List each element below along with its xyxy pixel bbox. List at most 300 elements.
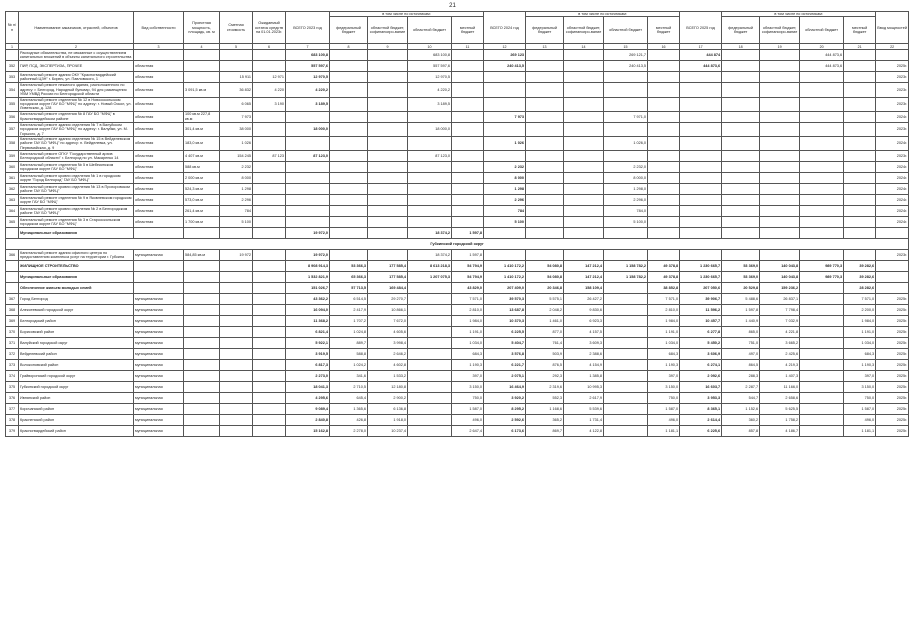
amount-cell: 3 665,2 — [760, 338, 800, 349]
amount-cell — [604, 294, 648, 305]
amount-cell — [800, 228, 844, 239]
amount-cell: 169 484,4 — [368, 283, 408, 294]
amount-cell — [368, 83, 408, 97]
amount-cell: 4 219,3 — [760, 360, 800, 371]
amount-cell — [648, 217, 680, 228]
amount-cell — [722, 162, 760, 173]
commissioning-year: 2024г. — [876, 195, 909, 206]
page-number: 21 — [449, 3, 456, 9]
amount-cell — [253, 250, 286, 261]
amount-cell: 1 597,8 — [452, 250, 484, 261]
amount-cell: 444 873,6 — [800, 50, 844, 61]
amount-cell — [452, 162, 484, 173]
amount-cell — [680, 97, 722, 111]
amount-cell — [564, 122, 604, 136]
row-number: 373 — [6, 360, 19, 371]
amount-cell — [800, 360, 844, 371]
amount-cell — [800, 415, 844, 426]
amount-cell — [604, 371, 648, 382]
capacity — [184, 50, 220, 61]
amount-cell: 6 821,4 — [286, 327, 330, 338]
row-number: 365 — [6, 217, 19, 228]
column-number: 12 — [484, 44, 526, 50]
amount-cell: 1 758,2 — [760, 415, 800, 426]
ownership-type — [134, 272, 184, 283]
amount-cell — [484, 250, 526, 261]
amount-cell: 19 972,0 — [286, 228, 330, 239]
amount-cell: 1 731,4 — [564, 415, 604, 426]
amount-cell: 49 378,8 — [648, 272, 680, 283]
amount-cell — [526, 111, 564, 122]
amount-cell: 1 532 821,9 — [286, 272, 330, 283]
col-header-21: местный бюджет — [844, 17, 876, 44]
amount-cell — [604, 97, 648, 111]
amount-cell: 269 123 — [484, 50, 526, 61]
amount-cell — [800, 83, 844, 97]
amount-cell: 1 230 665,7 — [680, 261, 722, 272]
amount-cell — [368, 137, 408, 151]
table-row — [6, 404, 909, 415]
amount-cell: 426,8 — [330, 415, 368, 426]
object-name: Капитальный ремонт здания отделения № 7 в Валуйском городском округе ГАУ БО "МФЦ" по адресу: г. Валуйки, ул. М. Горького, д. 7 — [19, 122, 134, 136]
amount-cell: 29 270,7 — [368, 294, 408, 305]
amount-cell: 645,4 — [330, 393, 368, 404]
amount-cell: 16 094,0 — [286, 305, 330, 316]
amount-cell — [604, 316, 648, 327]
amount-cell — [253, 360, 286, 371]
amount-cell — [330, 151, 368, 162]
ownership-type: муниципальная — [134, 305, 184, 316]
amount-cell — [648, 50, 680, 61]
amount-cell — [564, 61, 604, 72]
amount-cell — [452, 206, 484, 217]
commissioning-year: 2023г. — [876, 151, 909, 162]
amount-cell — [680, 206, 722, 217]
amount-cell: 683 100,8 — [408, 50, 452, 61]
object-name: Муниципальные образования — [19, 272, 134, 283]
table-row — [6, 162, 909, 173]
capacity — [184, 404, 220, 415]
capacity: 4 407 кв.м — [184, 151, 220, 162]
ownership-type: областная — [134, 97, 184, 111]
amount-cell: 158 109,4 — [564, 283, 604, 294]
object-name: Алексеевский городской округ — [19, 305, 134, 316]
amount-cell — [648, 97, 680, 111]
amount-cell: 13 687,8 — [484, 305, 526, 316]
amount-cell — [760, 72, 800, 83]
amount-cell: 8 000 — [220, 173, 253, 184]
amount-cell — [800, 393, 844, 404]
amount-cell: 3 998,4 — [368, 338, 408, 349]
amount-cell — [604, 360, 648, 371]
amount-cell: 1 597,8 — [722, 305, 760, 316]
amount-cell — [760, 195, 800, 206]
amount-cell — [368, 97, 408, 111]
column-number: 20 — [800, 44, 844, 50]
amount-cell — [368, 173, 408, 184]
amount-cell: 2 075,1 — [484, 371, 526, 382]
amount-cell — [220, 272, 253, 283]
col-header-16: местный бюджет — [648, 17, 680, 44]
amount-cell: 1 158 782,2 — [604, 261, 648, 272]
amount-cell: 1 410 172,2 — [484, 261, 526, 272]
amount-cell — [220, 382, 253, 393]
amount-cell — [452, 83, 484, 97]
row-number: 375 — [6, 382, 19, 393]
table-row — [6, 261, 909, 272]
object-name: Ивнянский район — [19, 393, 134, 404]
capacity — [184, 349, 220, 360]
amount-cell: 2 614,4 — [680, 415, 722, 426]
amount-cell — [484, 228, 526, 239]
amount-cell — [800, 316, 844, 327]
amount-cell: 588,8 — [330, 349, 368, 360]
object-name: Красненский район — [19, 415, 134, 426]
amount-cell: 36 832 — [220, 83, 253, 97]
column-number: 2 — [19, 44, 134, 50]
amount-cell: 140 043,8 — [760, 261, 800, 272]
amount-cell: 11 596,2 — [680, 305, 722, 316]
amount-cell: 11 166,0 — [760, 382, 800, 393]
amount-cell: 43 362,2 — [286, 294, 330, 305]
row-number: 358 — [6, 137, 19, 151]
amount-cell: 2 658,6 — [760, 393, 800, 404]
amount-cell: 49 378,8 — [648, 261, 680, 272]
amount-cell — [368, 72, 408, 83]
amount-cell — [408, 137, 452, 151]
row-number: 360 — [6, 162, 19, 173]
amount-cell: 12 970,5 — [408, 72, 452, 83]
column-number: 22 — [876, 44, 909, 50]
amount-cell: 4 602,8 — [368, 360, 408, 371]
row-number: 362 — [6, 184, 19, 195]
row-number: 374 — [6, 371, 19, 382]
col-header-22: Ввод мощностей — [876, 12, 909, 44]
amount-cell: 6 065 — [220, 97, 253, 111]
amount-cell — [800, 327, 844, 338]
commissioning-year — [876, 283, 909, 294]
amount-cell: 4 220,2 — [286, 83, 330, 97]
amount-cell — [722, 206, 760, 217]
amount-cell — [680, 137, 722, 151]
amount-cell: 1 026 — [484, 137, 526, 151]
amount-cell: 3 919,5 — [286, 349, 330, 360]
ownership-type: областная — [134, 217, 184, 228]
table-row — [6, 83, 909, 97]
amount-cell — [800, 217, 844, 228]
object-name: ЖИЛИЩНОЕ СТРОИТЕЛЬСТВО — [19, 261, 134, 272]
amount-cell: 9 830,6 — [564, 305, 604, 316]
amount-cell — [253, 404, 286, 415]
amount-cell: 2 900,2 — [368, 393, 408, 404]
amount-cell: 7 571,0 — [844, 294, 876, 305]
ownership-type: областная — [134, 137, 184, 151]
amount-cell: 65 366,3 — [330, 272, 368, 283]
amount-cell — [800, 294, 844, 305]
amount-cell: 8 908 914,3 — [286, 261, 330, 272]
amount-cell: 6 277,8 — [680, 327, 722, 338]
amount-cell: 18 000,0 — [286, 122, 330, 136]
amount-cell: 8 613 218,3 — [408, 261, 452, 272]
commissioning-year: 2025г. — [876, 371, 909, 382]
ownership-type: муниципальная — [134, 382, 184, 393]
amount-cell: 1 190,3 — [844, 360, 876, 371]
table-row — [6, 217, 909, 228]
amount-cell: 6 923,3 — [564, 316, 604, 327]
capacity: 573,0 кв.м — [184, 195, 220, 206]
row-number: 370 — [6, 327, 19, 338]
ownership-type: муниципальная — [134, 349, 184, 360]
col-header-13: федеральный бюджет — [526, 17, 564, 44]
object-name: Волоконовский район — [19, 360, 134, 371]
amount-cell — [844, 217, 876, 228]
object-name: Корочанский район — [19, 404, 134, 415]
column-number: 19 — [760, 44, 800, 50]
amount-cell — [253, 162, 286, 173]
capacity: 100 кв.м 227,8 кв.м — [184, 111, 220, 122]
ownership-type: областная — [134, 162, 184, 173]
amount-cell: 43 829,0 — [452, 283, 484, 294]
amount-cell: 1 298,0 — [604, 184, 648, 195]
row-number: 366 — [6, 250, 19, 261]
col-header-20: областной бюджет — [800, 17, 844, 44]
amount-cell — [452, 137, 484, 151]
amount-cell: 1 034,0 — [452, 338, 484, 349]
amount-cell: 1 587,0 — [844, 404, 876, 415]
amount-cell — [526, 50, 564, 61]
amount-cell: 2 417,9 — [330, 305, 368, 316]
amount-cell — [253, 426, 286, 437]
amount-cell — [648, 162, 680, 173]
amount-cell — [408, 283, 452, 294]
amount-cell — [844, 173, 876, 184]
amount-cell: 3 189,5 — [408, 97, 452, 111]
object-name: Муниципальные образования — [19, 228, 134, 239]
amount-cell — [526, 184, 564, 195]
amount-cell — [604, 228, 648, 239]
capacity: 588 кв.м — [184, 162, 220, 173]
amount-cell — [604, 151, 648, 162]
amount-cell: 2 092,6 — [680, 371, 722, 382]
table-row — [6, 72, 909, 83]
commissioning-year: 2023г. — [876, 83, 909, 97]
amount-cell: 288,3 — [722, 371, 760, 382]
amount-cell: 10 237,4 — [368, 426, 408, 437]
amount-cell: 5 575,1 — [526, 294, 564, 305]
amount-cell: 1 181,1 — [648, 426, 680, 437]
amount-cell — [408, 327, 452, 338]
ownership-type — [134, 228, 184, 239]
amount-cell: 12 971 — [253, 72, 286, 83]
amount-cell — [648, 151, 680, 162]
capacity — [184, 327, 220, 338]
amount-cell: 28 282,6 — [844, 283, 876, 294]
amount-cell: 6 173,6 — [484, 426, 526, 437]
amount-cell: 19 972,0 — [286, 250, 330, 261]
amount-cell: 3 953,3 — [680, 393, 722, 404]
capacity — [184, 228, 220, 239]
amount-cell: 140 043,8 — [760, 272, 800, 283]
object-name: Белгородский район — [19, 316, 134, 327]
amount-cell: 397,0 — [844, 371, 876, 382]
commissioning-year: 2025г. — [876, 415, 909, 426]
amount-cell: 864,5 — [722, 360, 760, 371]
row-number: 367 — [6, 294, 19, 305]
amount-cell: 3 576,8 — [484, 349, 526, 360]
object-name: Капитальный ремонт отделения № 8 ГАУ БО "МФЦ" в Красногвардейском районе — [19, 111, 134, 122]
amount-cell: 6 817,3 — [286, 360, 330, 371]
amount-cell: 16 464,9 — [484, 382, 526, 393]
amount-cell: 26 837,1 — [760, 294, 800, 305]
amount-cell — [330, 162, 368, 173]
amount-cell — [680, 228, 722, 239]
amount-cell: 20 346,8 — [526, 283, 564, 294]
object-name: ПИР, ПСД, ЭКСПЕРТИЗА, ПРОЧЕЕ — [19, 61, 134, 72]
amount-cell: 1 410 172,2 — [484, 272, 526, 283]
amount-cell — [722, 111, 760, 122]
commissioning-year: 2024г. — [876, 111, 909, 122]
amount-cell: 39 570,3 — [484, 294, 526, 305]
amount-cell: 341,6 — [330, 371, 368, 382]
amount-cell: 1 984,0 — [648, 316, 680, 327]
amount-cell — [526, 162, 564, 173]
amount-cell: 2 647,4 — [452, 426, 484, 437]
table-row — [6, 294, 909, 305]
amount-cell — [564, 97, 604, 111]
amount-cell: 1 440,9 — [722, 316, 760, 327]
amount-cell: 10 866,1 — [368, 305, 408, 316]
amount-cell — [220, 294, 253, 305]
amount-cell: 5 922,1 — [286, 338, 330, 349]
column-number: 21 — [844, 44, 876, 50]
amount-cell: 1 984,0 — [452, 316, 484, 327]
amount-cell — [760, 122, 800, 136]
col-header-5: Сметная стоимость — [220, 12, 253, 44]
amount-cell: 8 365,1 — [680, 404, 722, 415]
amount-cell: 2 810,0 — [452, 305, 484, 316]
row-number: 371 — [6, 338, 19, 349]
capacity: 3 091,5 кв.м — [184, 83, 220, 97]
amount-cell: 18 000,0 — [408, 122, 452, 136]
amount-cell — [484, 122, 526, 136]
amount-cell: 53 369,0 — [722, 272, 760, 283]
amount-cell — [253, 371, 286, 382]
amount-cell — [844, 111, 876, 122]
amount-cell: 2 273,0 — [286, 371, 330, 382]
row-number: 379 — [6, 426, 19, 437]
capacity — [184, 283, 220, 294]
amount-cell — [800, 426, 844, 437]
amount-cell: 1 034,0 — [648, 338, 680, 349]
amount-cell — [844, 83, 876, 97]
amount-cell — [844, 137, 876, 151]
col-header-17: ВСЕГО 2025 год — [680, 12, 722, 44]
ownership-type — [134, 261, 184, 272]
row-number: 369 — [6, 316, 19, 327]
amount-cell: 5 404,7 — [484, 338, 526, 349]
budget-table-sheet — [5, 11, 908, 437]
capacity — [184, 393, 220, 404]
object-name: Обеспечение жильем молодых семей — [19, 283, 134, 294]
ownership-type: муниципальная — [134, 371, 184, 382]
amount-cell — [452, 72, 484, 83]
amount-cell — [330, 217, 368, 228]
amount-cell — [760, 61, 800, 72]
amount-cell — [484, 151, 526, 162]
amount-cell — [330, 173, 368, 184]
commissioning-year: 2024г. — [876, 184, 909, 195]
amount-cell — [604, 415, 648, 426]
amount-cell: 360,2 — [722, 415, 760, 426]
amount-cell: 18 041,3 — [286, 382, 330, 393]
amount-cell: 1 026 — [220, 137, 253, 151]
table-row — [6, 206, 909, 217]
amount-cell — [800, 122, 844, 136]
table-row — [6, 151, 909, 162]
amount-cell — [330, 83, 368, 97]
amount-cell — [604, 122, 648, 136]
amount-cell — [800, 305, 844, 316]
amount-cell: 1 918,0 — [368, 415, 408, 426]
amount-cell: 2 617,9 — [564, 393, 604, 404]
table-row — [6, 272, 909, 283]
amount-cell: 397,0 — [648, 371, 680, 382]
amount-cell — [844, 50, 876, 61]
ownership-type: областная — [134, 151, 184, 162]
amount-cell — [330, 111, 368, 122]
table-row — [6, 173, 909, 184]
amount-cell — [680, 72, 722, 83]
amount-cell — [800, 173, 844, 184]
column-number: 4 — [184, 44, 220, 50]
amount-cell: 1 181,1 — [844, 426, 876, 437]
amount-cell: 54 080,8 — [526, 272, 564, 283]
commissioning-year — [876, 228, 909, 239]
amount-cell — [330, 184, 368, 195]
col-header-14: областной бюджет, софинансиро-вание — [564, 17, 604, 44]
amount-cell — [253, 50, 286, 61]
amount-cell — [253, 327, 286, 338]
amount-cell — [286, 217, 330, 228]
commissioning-year: 2025г. — [876, 426, 909, 437]
amount-cell — [604, 393, 648, 404]
amount-cell: 2 710,5 — [330, 382, 368, 393]
amount-cell — [722, 250, 760, 261]
amount-cell: 497,0 — [722, 349, 760, 360]
amount-cell — [526, 173, 564, 184]
amount-cell — [648, 228, 680, 239]
amount-cell — [330, 50, 368, 61]
amount-cell — [220, 393, 253, 404]
amount-cell — [680, 184, 722, 195]
amount-cell — [760, 83, 800, 97]
amount-cell — [253, 272, 286, 283]
amount-cell — [722, 122, 760, 136]
amount-cell: 3 920,2 — [484, 393, 526, 404]
capacity: 2 000 кв.м — [184, 173, 220, 184]
amount-cell: 10 370,3 — [484, 316, 526, 327]
amount-cell — [680, 162, 722, 173]
amount-cell — [604, 327, 648, 338]
amount-cell: 684,3 — [648, 349, 680, 360]
amount-cell — [648, 184, 680, 195]
budget-table — [5, 11, 909, 437]
amount-cell: 20 529,8 — [722, 283, 760, 294]
amount-cell: 147 212,4 — [564, 272, 604, 283]
column-number: 7 — [286, 44, 330, 50]
amount-cell: 18 374,2 — [408, 250, 452, 261]
column-number: 11 — [452, 44, 484, 50]
